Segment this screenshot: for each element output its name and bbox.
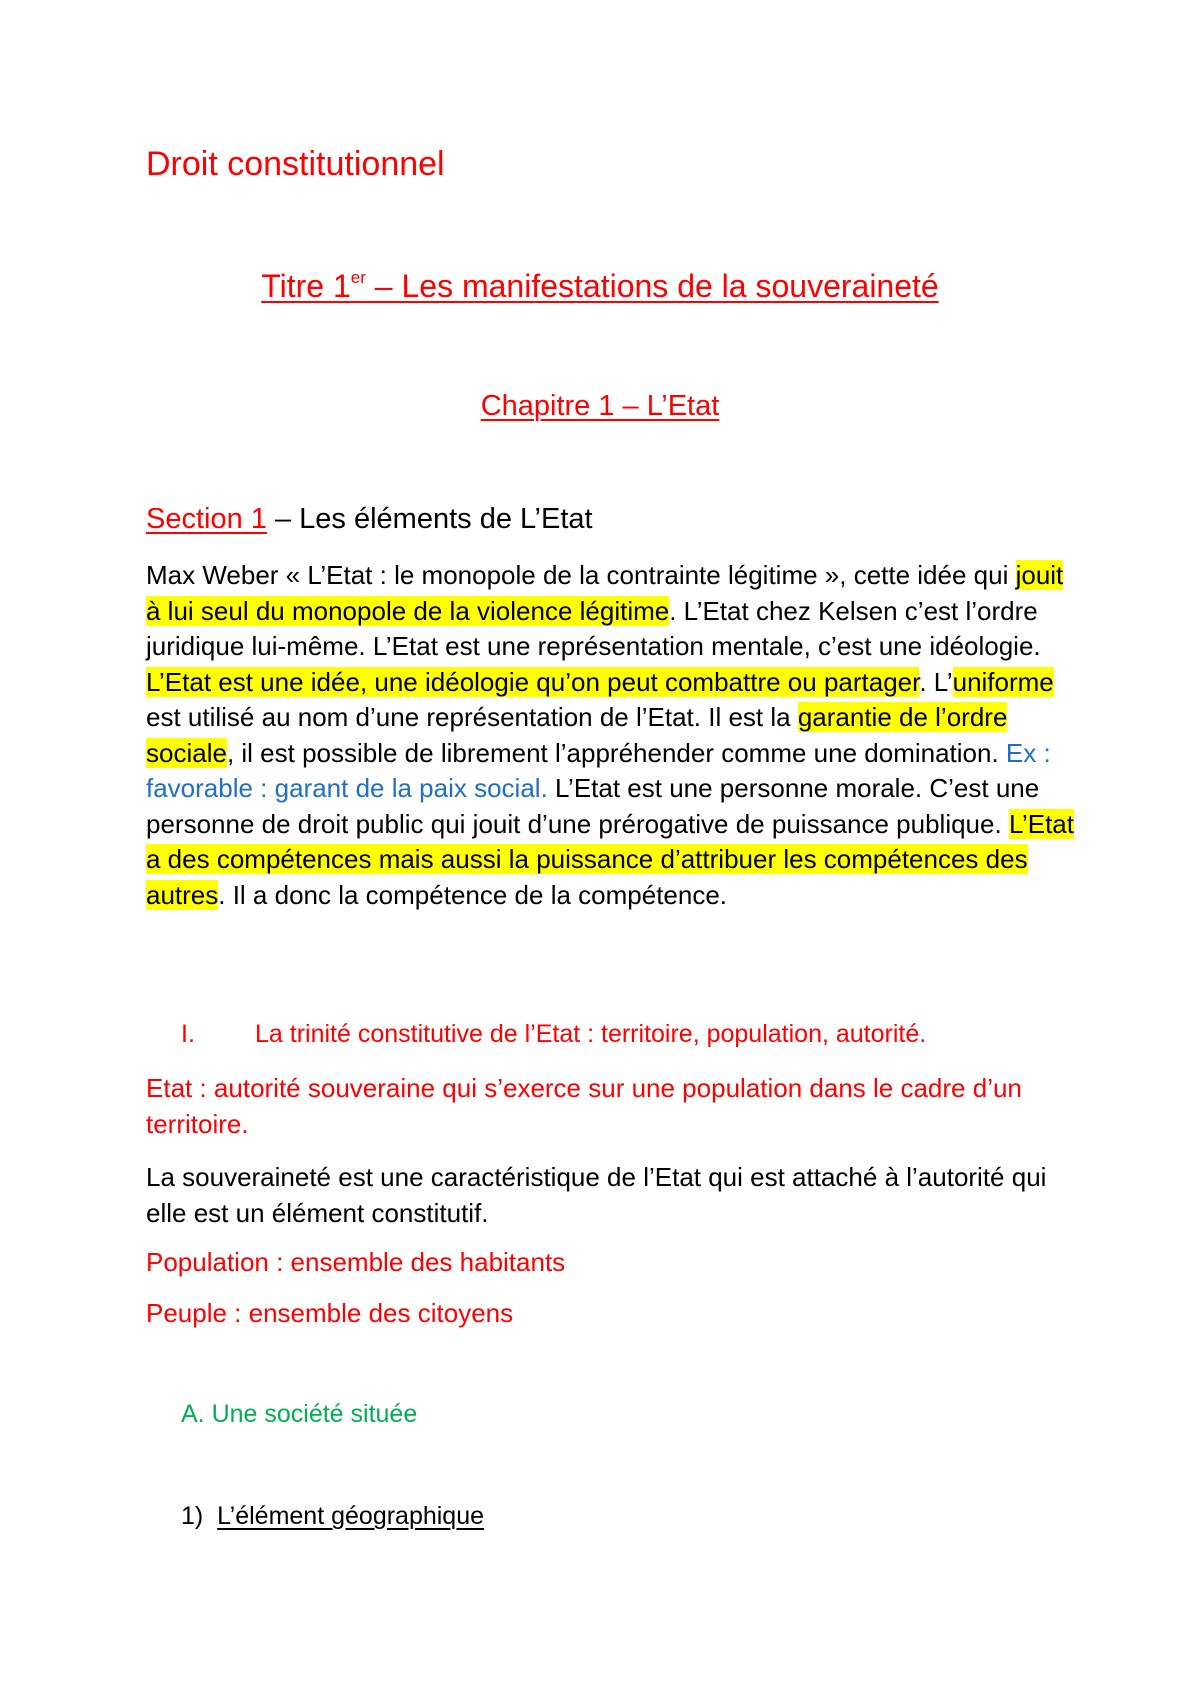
document-title: Droit constitutionnel	[146, 145, 445, 183]
paragraph-text: , il est possible de librement l’appréhender comme une domination.	[226, 737, 1006, 768]
paragraph-text: Max Weber « L’Etat : le monopole de la contrainte légitime », cette idée qui	[146, 560, 1016, 590]
titre-text	[261, 268, 938, 304]
paragraph-text: . L’Etat chez Kelsen c’est l’ordre juridique lui-même. L’Etat est une représentation mentale, c’est une idéologie.	[146, 595, 1041, 661]
paragraph-text: est utilisé au nom d’une représentation de l’Etat. Il est la	[146, 702, 798, 732]
chapitre-text: Chapitre 1 – L’Etat	[480, 390, 720, 422]
titre-prefix: Titre 1	[261, 268, 351, 304]
subheading-text: L’élément géographique	[217, 1502, 485, 1530]
intro-paragraph	[146, 558, 1076, 913]
section-heading	[146, 503, 593, 536]
section-label: Section 1	[146, 503, 267, 535]
heading-roman-one	[181, 1020, 926, 1049]
definition-population: Population : ensemble des habitants	[146, 1247, 566, 1277]
example-text: Ex : favorable : garant de la paix social.	[146, 737, 1051, 803]
subheading-a: A. Une société située	[181, 1400, 418, 1428]
subheading-number: 1)	[181, 1502, 204, 1530]
section-title: – Les éléments de L’Etat	[266, 503, 593, 535]
paragraph-text: . L’	[919, 666, 953, 697]
highlighted-text: L’Etat est une idée, une idéologie qu’on peut combattre ou partager	[146, 666, 920, 697]
definition-etat: Etat : autorité souveraine qui s’exerce sur une population dans le cadre d’un territoire.	[146, 1073, 1022, 1139]
highlighted-text: garantie de l’ordre sociale	[146, 702, 1008, 768]
chapitre-heading	[0, 390, 1200, 423]
titre-heading	[0, 268, 1200, 305]
titre-superscript: er	[350, 268, 366, 287]
souverainete-paragraph: La souveraineté est une caractéristique de l’Etat qui est attaché à l’autorité qui elle est un élément constitutif.	[146, 1162, 1047, 1228]
highlighted-text: uniforme	[952, 666, 1054, 697]
highlighted-text: jouit à lui seul du monopole de la violence légitime	[146, 560, 1064, 626]
heading-text: La trinité constitutive de l’Etat : territoire, population, autorité.	[255, 1020, 927, 1048]
definition-peuple: Peuple : ensemble des citoyens	[146, 1298, 514, 1328]
highlighted-text: L’Etat a des compétences mais aussi la puissance d’attribuer les compétences des autres	[146, 808, 1074, 910]
heading-number: I.	[181, 1020, 195, 1048]
subheading-1	[181, 1502, 484, 1531]
paragraph-text: L’Etat est une personne morale. C’est une personne de droit public qui jouit d’une prérogative de puissance publique.	[146, 773, 1040, 839]
titre-rest: – Les manifestations de la souveraineté	[365, 268, 939, 304]
paragraph-text: . Il a donc la compétence de la compétence.	[218, 879, 728, 910]
